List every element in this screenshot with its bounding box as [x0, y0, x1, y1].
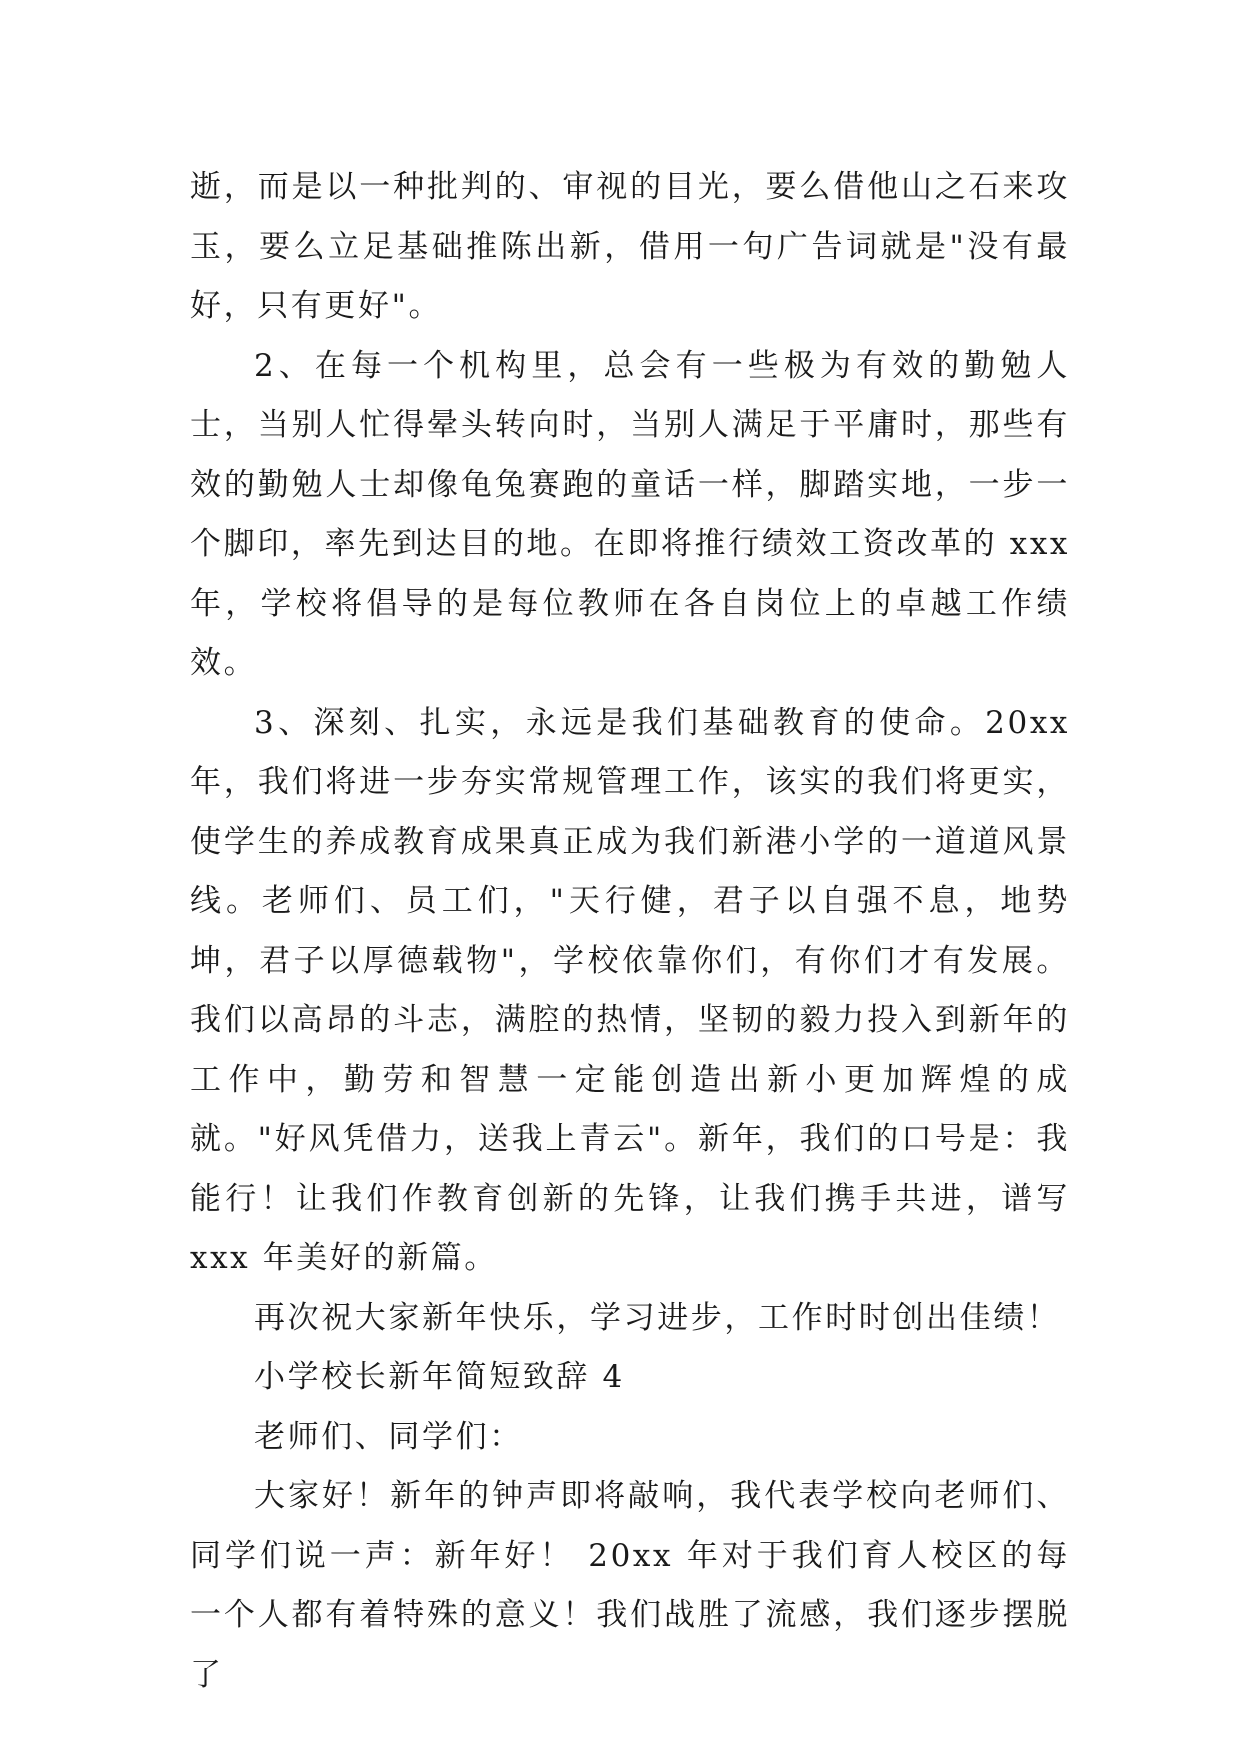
paragraph-item-2: 2、在每一个机构里，总会有一些极为有效的勤勉人士，当别人忙得晕头转向时，当别人满足于平庸时，那些有效的勤勉人士却像龟兔赛跑的童话一样，脚踏实地，一步一个脚印，率先到达目的地。在即将推行绩效工资改革的 xxx 年，学校将倡导的是每位教师在各自岗位上的卓越工作绩效。	[190, 347, 1070, 681]
salutation: 老师们、同学们：	[254, 1418, 523, 1455]
section-heading: 小学校长新年简短致辞 4	[254, 1359, 625, 1395]
paragraph-item-3: 3、深刻、扎实，永远是我们基础教育的使命。20xx 年，我们将进一步夯实常规管理工作，该实的我们将更实，使学生的养成教育成果真正成为我们新港小学的一道道风景线。老师们、员工们，"天行健，君子以自强不息，地势坤，君子以厚德载物"，学校依靠你们，有你们才有发展。我们以高昂的斗志，满腔的热情，坚韧的毅力投入到新年的工作中，勤劳和智慧一定能创造出新小更加辉煌的成就。"好风凭借力，送我上青云"。新年，我们的口号是：我能行！让我们作教育创新的先锋，让我们携手共进，谱写 xxx 年美好的新篇。	[190, 704, 1070, 1276]
paragraph-opening: 大家好！新年的钟声即将敲响，我代表学校向老师们、同学们说一声：新年好！ 20xx 年对于我们育人校区的每一个人都有着特殊的意义！我们战胜了流感，我们逐步摆脱了	[190, 1478, 1070, 1693]
document-body	[190, 158, 1070, 1705]
paragraph-closing-wish: 再次祝大家新年快乐，学习进步，工作时时创出佳绩！	[254, 1299, 1061, 1336]
paragraph-continuation: 逝，而是以一种批判的、审视的目光，要么借他山之石来攻玉，要么立足基础推陈出新，借用一句广告词就是"没有最好，只有更好"。	[190, 169, 1070, 324]
